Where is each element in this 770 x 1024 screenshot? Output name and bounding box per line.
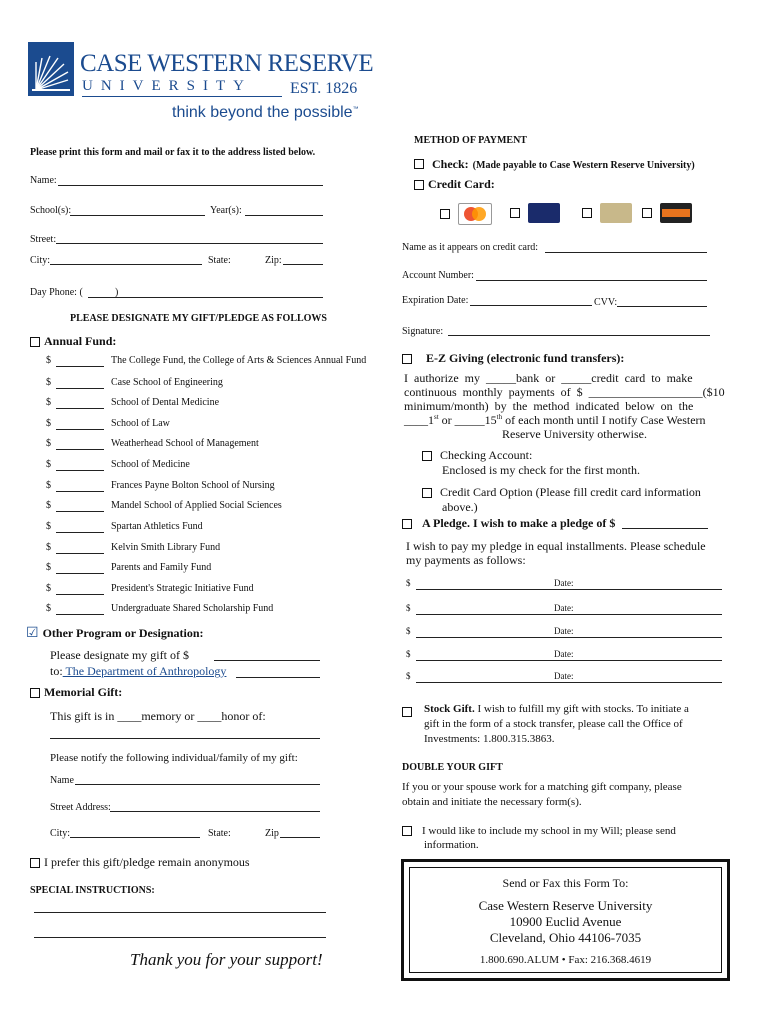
cc-option-2: above.) <box>442 500 478 514</box>
checking-account-option[interactable] <box>422 448 532 463</box>
gift-amount-field[interactable] <box>214 660 320 661</box>
check-option[interactable] <box>414 155 695 173</box>
address-line-3: Cleveland, Ohio 44106-7035 <box>489 930 642 945</box>
installment-row[interactable]: $ Date: <box>406 603 411 613</box>
street-label: Street: <box>30 234 57 245</box>
discover-option[interactable] <box>642 203 692 223</box>
fund-name: School of Dental Medicine <box>111 397 220 408</box>
other-program-label: Other Program or Designation: <box>42 626 204 640</box>
zip-field[interactable] <box>283 264 323 265</box>
notify-name-field[interactable] <box>75 784 320 785</box>
intro-text: Please print this form and mail or fax it to the address listed below. <box>30 147 316 158</box>
mastercard-option[interactable] <box>440 203 492 225</box>
installment-row[interactable]: $ Date: <box>406 578 411 588</box>
anonymous-checkbox[interactable] <box>30 858 40 868</box>
will-label-2: information. <box>424 839 479 851</box>
day-phone-label: Day Phone: ( <box>30 287 83 298</box>
day-phone-field[interactable] <box>88 297 323 298</box>
day-phone-close: ) <box>115 287 119 298</box>
address-line-2: 10900 Euclid Avenue <box>509 914 622 929</box>
special-instructions-line-2[interactable] <box>34 937 326 938</box>
visa-option[interactable] <box>510 203 560 223</box>
special-instructions-label: SPECIAL INSTRUCTIONS: <box>30 885 155 896</box>
signature-field[interactable] <box>448 335 710 336</box>
checking-note: Enclosed is my check for the first month. <box>442 463 640 477</box>
ez-giving-label: E-Z Giving (electronic fund transfers): <box>426 351 625 365</box>
annual-fund-label: Annual Fund: <box>44 334 117 348</box>
tagline-text: think beyond the possible <box>172 104 353 121</box>
designate-gift-text: Please designate my gift of $ <box>50 648 189 662</box>
will-checkbox[interactable] <box>402 826 412 836</box>
pledge-amount-field[interactable] <box>622 528 708 529</box>
to-label: to: <box>50 664 63 678</box>
annual-fund-checkbox[interactable] <box>30 337 40 347</box>
other-program-option[interactable] <box>26 625 204 641</box>
visa-logo-icon <box>528 203 560 223</box>
installment-row[interactable]: $ Date: <box>406 671 411 681</box>
expiration-field[interactable] <box>470 305 592 306</box>
memory-honor-text: This gift is in ____memory or ____honor of: <box>50 709 266 723</box>
phone-fax-line: 1.800.690.ALUM • Fax: 216.368.4619 <box>479 954 652 966</box>
notify-name-label: Name <box>50 775 74 786</box>
cc-option[interactable] <box>422 485 701 500</box>
checked-box-icon[interactable]: ☑ <box>26 625 39 641</box>
expiration-label: Expiration Date: <box>402 295 469 306</box>
schools-field[interactable] <box>70 215 205 216</box>
discover-logo-icon <box>660 203 692 223</box>
fund-name: School of Medicine <box>111 459 190 470</box>
authorize-line-2: continuous monthly payments of $ ___________________($10 <box>404 385 725 399</box>
ez-giving-option[interactable] <box>402 351 624 366</box>
credit-card-checkbox[interactable] <box>414 180 424 190</box>
notify-zip-field[interactable] <box>280 837 320 838</box>
notify-state-label: State: <box>208 828 231 839</box>
visa-checkbox[interactable] <box>510 208 520 218</box>
amex-checkbox[interactable] <box>582 208 592 218</box>
city-label: City: <box>30 255 51 266</box>
installments-line-2: my payments as follows: <box>406 553 526 567</box>
fund-name: Parents and Family Fund <box>111 562 212 573</box>
fund-name: Case School of Engineering <box>111 377 223 388</box>
memorial-gift-option[interactable] <box>30 685 122 700</box>
zip-label: Zip: <box>265 255 282 266</box>
pledge-label: A Pledge. I wish to make a pledge of $ <box>422 516 616 530</box>
logo-mark-icon <box>28 42 74 96</box>
check-checkbox[interactable] <box>414 159 424 169</box>
authorize-line-1: I authorize my _____bank or _____credit card to make <box>404 371 693 385</box>
schools-label: School(s): <box>30 205 72 216</box>
years-field[interactable] <box>245 215 323 216</box>
cc-option-checkbox[interactable] <box>422 488 432 498</box>
trademark: ™ <box>352 106 359 113</box>
installment-row[interactable]: $ Date: <box>406 649 411 659</box>
check-note: (Made payable to Case Western Reserve University) <box>472 160 695 171</box>
memorial-gift-label: Memorial Gift: <box>44 685 123 699</box>
tagline <box>172 104 359 122</box>
cc-option-label: Credit Card Option (Please fill credit card information <box>440 485 701 499</box>
fund-name: Kelvin Smith Library Fund <box>111 542 221 553</box>
stock-gift-checkbox[interactable] <box>402 707 412 717</box>
anonymous-option[interactable] <box>30 855 250 870</box>
installments-line-1: I wish to pay my pledge in equal installments. Please schedule <box>406 539 706 553</box>
fund-name: President's Strategic Initiative Fund <box>111 583 254 594</box>
send-to-box <box>401 859 730 981</box>
notify-text: Please notify the following individual/family of my gift: <box>50 752 298 764</box>
stock-gift-line-3: Investments: 1.800.315.3863. <box>424 733 555 745</box>
city-field[interactable] <box>50 264 202 265</box>
name-label: Name: <box>30 175 57 186</box>
discover-checkbox[interactable] <box>642 208 652 218</box>
designate-heading: PLEASE DESIGNATE MY GIFT/PLEDGE AS FOLLOWS <box>70 313 327 324</box>
stock-gift-option[interactable] <box>402 703 416 721</box>
credit-card-label: Credit Card: <box>428 177 495 191</box>
designation-line <box>236 677 320 678</box>
fund-name: Mandel School of Applied Social Sciences <box>111 500 282 511</box>
credit-card-option[interactable] <box>414 177 495 192</box>
notify-street-label: Street Address: <box>50 802 111 813</box>
designation-value[interactable]: The Department of Anthropology <box>62 664 227 678</box>
fund-name: Spartan Athletics Fund <box>111 521 203 532</box>
authorize-line-3: minimum/month) by the method indicated below on the <box>404 399 694 413</box>
double-gift-heading: DOUBLE YOUR GIFT <box>402 762 503 773</box>
fund-name: Frances Payne Bolton School of Nursing <box>111 480 275 491</box>
pledge-checkbox[interactable] <box>402 519 412 529</box>
account-number-field[interactable] <box>476 280 707 281</box>
name-field[interactable] <box>58 185 323 186</box>
anonymous-label: I prefer this gift/pledge remain anonymous <box>44 855 250 869</box>
notify-city-field[interactable] <box>70 837 200 838</box>
name-on-card-label: Name as it appears on credit card: <box>402 242 539 253</box>
fund-name: The College Fund, the College of Arts & Sciences Annual Fund <box>111 355 367 366</box>
ez-giving-checkbox[interactable] <box>402 354 412 364</box>
address-line-1: Case Western Reserve University <box>478 898 653 913</box>
check-label: Check: <box>432 157 469 171</box>
authorize-line-5: Reserve University otherwise. <box>502 427 647 441</box>
stock-gift-line-1: Stock Gift. I wish to fulfill my gift with stocks. To initiate a <box>424 703 689 715</box>
matching-line-2: obtain and initiate the necessary form(s). <box>402 796 582 808</box>
mastercard-logo-icon <box>458 203 492 225</box>
years-label: Year(s): <box>210 205 242 216</box>
amex-option[interactable] <box>582 203 632 223</box>
send-fax-label: Send or Fax this Form To: <box>502 876 629 890</box>
cvv-field[interactable] <box>617 306 707 307</box>
notify-city-label: City: <box>50 828 71 839</box>
signature-label: Signature: <box>402 326 444 337</box>
notify-street-field[interactable] <box>110 811 320 812</box>
state-label: State: <box>208 255 231 266</box>
account-number-label: Account Number: <box>402 270 474 281</box>
amex-logo-icon <box>600 203 632 223</box>
checking-account-checkbox[interactable] <box>422 451 432 461</box>
fund-name: Weatherhead School of Management <box>111 438 259 449</box>
stock-gift-line-2: gift in the form of a stock transfer, please call the Office of <box>424 718 683 730</box>
method-heading: METHOD OF PAYMENT <box>414 135 527 146</box>
memorial-gift-checkbox[interactable] <box>30 688 40 698</box>
matching-line-1: If you or your spouse work for a matching gift company, please <box>402 781 682 793</box>
memorial-name-field[interactable] <box>50 738 320 739</box>
special-instructions-line-1[interactable] <box>34 912 326 913</box>
mastercard-checkbox[interactable] <box>440 209 450 219</box>
designation-to <box>50 664 226 679</box>
authorize-line-4: ____1st or _____15th of each month until I notify Case Western <box>404 413 706 427</box>
will-option[interactable] <box>402 825 676 837</box>
installment-row[interactable]: $ Date: <box>406 626 411 636</box>
thank-you-text: Thank you for your support! <box>130 950 323 969</box>
street-field[interactable] <box>56 243 323 244</box>
logo-university: UNIVERSITY <box>82 78 252 94</box>
logo-name: CASE WESTERN RESERVE <box>80 50 374 77</box>
pledge-option[interactable] <box>402 516 615 531</box>
annual-fund-option[interactable] <box>30 334 116 349</box>
will-label-1: I would like to include my school in my Will; please send <box>422 825 676 837</box>
cvv-label: CVV: <box>594 297 618 308</box>
fund-name: Undergraduate Shared Scholarship Fund <box>111 603 274 614</box>
logo-est: EST. 1826 <box>290 80 358 97</box>
fund-name: School of Law <box>111 418 170 429</box>
name-on-card-field[interactable] <box>545 252 707 253</box>
notify-zip-label: Zip <box>265 828 279 839</box>
checking-account-label: Checking Account: <box>440 448 533 462</box>
